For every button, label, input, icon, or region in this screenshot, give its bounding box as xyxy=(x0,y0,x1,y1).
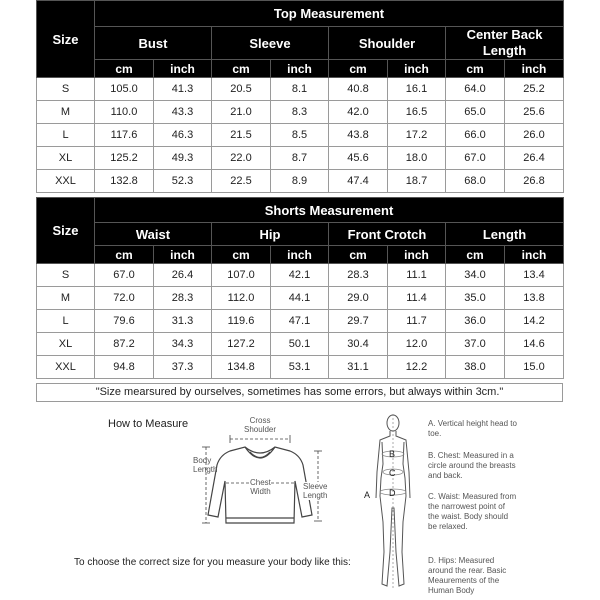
size-cell: XL xyxy=(37,147,95,170)
value-cell: 110.0 xyxy=(95,101,154,124)
measurement-disclaimer: "Size mearsured by ourselves, sometimes has some errors, but always within 3cm." xyxy=(36,383,563,402)
value-cell: 50.1 xyxy=(271,333,329,356)
value-cell: 49.3 xyxy=(154,147,212,170)
table-row xyxy=(37,78,564,101)
size-cell: XL xyxy=(37,333,95,356)
value-cell: 87.2 xyxy=(95,333,154,356)
marker-c: C xyxy=(389,468,396,478)
unit-header: inch xyxy=(271,246,329,264)
chest-width-label: Chest Width xyxy=(250,478,271,496)
value-cell: 8.5 xyxy=(271,124,329,147)
unit-header: inch xyxy=(154,246,212,264)
unit-header: cm xyxy=(212,246,271,264)
value-cell: 34.3 xyxy=(154,333,212,356)
size-cell: M xyxy=(37,287,95,310)
value-cell: 11.1 xyxy=(388,264,446,287)
value-cell: 26.0 xyxy=(505,124,564,147)
table-row xyxy=(37,264,564,287)
value-cell: 112.0 xyxy=(212,287,271,310)
value-cell: 25.6 xyxy=(505,101,564,124)
unit-header: cm xyxy=(212,60,271,78)
value-cell: 134.8 xyxy=(212,356,271,379)
size-cell: XXL xyxy=(37,170,95,193)
size-cell: L xyxy=(37,310,95,333)
value-cell: 8.3 xyxy=(271,101,329,124)
value-cell: 35.0 xyxy=(446,287,505,310)
unit-header: inch xyxy=(505,60,564,78)
size-cell: M xyxy=(37,101,95,124)
unit-header: inch xyxy=(388,60,446,78)
value-cell: 26.8 xyxy=(505,170,564,193)
value-cell: 36.0 xyxy=(446,310,505,333)
value-cell: 43.8 xyxy=(329,124,388,147)
value-cell: 66.0 xyxy=(446,124,505,147)
note-d: D. Hips: Measured around the rear. Basic Meaurements of the Human Body xyxy=(428,556,507,595)
size-header: Size xyxy=(37,198,95,264)
size-cell: XXL xyxy=(37,356,95,379)
unit-header: cm xyxy=(329,246,388,264)
value-cell: 37.0 xyxy=(446,333,505,356)
value-cell: 12.0 xyxy=(388,333,446,356)
value-cell: 40.8 xyxy=(329,78,388,101)
unit-header: cm xyxy=(329,60,388,78)
value-cell: 11.7 xyxy=(388,310,446,333)
value-cell: 12.2 xyxy=(388,356,446,379)
table-row xyxy=(37,147,564,170)
value-cell: 42.1 xyxy=(271,264,329,287)
table-row xyxy=(37,170,564,193)
size-cell: S xyxy=(37,78,95,101)
table-row xyxy=(37,101,564,124)
value-cell: 20.5 xyxy=(212,78,271,101)
marker-d: D xyxy=(389,488,396,498)
value-cell: 14.6 xyxy=(505,333,564,356)
value-cell: 67.0 xyxy=(446,147,505,170)
value-cell: 52.3 xyxy=(154,170,212,193)
body-figure xyxy=(368,412,418,594)
value-cell: 42.0 xyxy=(329,101,388,124)
table-row xyxy=(37,287,564,310)
value-cell: 43.3 xyxy=(154,101,212,124)
value-cell: 47.4 xyxy=(329,170,388,193)
marker-b: B xyxy=(389,449,396,459)
note-a: A. Vertical height head to toe. xyxy=(428,419,517,438)
value-cell: 29.0 xyxy=(329,287,388,310)
table-row xyxy=(37,310,564,333)
value-cell: 8.7 xyxy=(271,147,329,170)
value-cell: 14.2 xyxy=(505,310,564,333)
size-cell: L xyxy=(37,124,95,147)
note-c: C. Waist: Measured from the narrowest point of the waist. Body should be relaxed. xyxy=(428,492,517,531)
value-cell: 13.8 xyxy=(505,287,564,310)
value-cell: 17.2 xyxy=(388,124,446,147)
value-cell: 26.4 xyxy=(154,264,212,287)
value-cell: 125.2 xyxy=(95,147,154,170)
value-cell: 16.5 xyxy=(388,101,446,124)
value-cell: 13.4 xyxy=(505,264,564,287)
choose-size-instruction: To choose the correct size for you measure your body like this: xyxy=(74,557,351,568)
value-cell: 8.1 xyxy=(271,78,329,101)
value-cell: 29.7 xyxy=(329,310,388,333)
value-cell: 94.8 xyxy=(95,356,154,379)
marker-a: A xyxy=(364,490,371,500)
top-measurement-table xyxy=(36,0,564,193)
value-cell: 21.0 xyxy=(212,101,271,124)
column-group-header: Bust xyxy=(95,27,212,60)
value-cell: 67.0 xyxy=(95,264,154,287)
value-cell: 38.0 xyxy=(446,356,505,379)
value-cell: 45.6 xyxy=(329,147,388,170)
column-group-header: Front Crotch xyxy=(329,223,446,246)
value-cell: 11.4 xyxy=(388,287,446,310)
unit-header: cm xyxy=(95,246,154,264)
note-b: B. Chest: Measured in a circle around the breasts and back. xyxy=(428,451,516,480)
value-cell: 72.0 xyxy=(95,287,154,310)
unit-header: inch xyxy=(154,60,212,78)
size-header: Size xyxy=(37,1,95,78)
value-cell: 30.4 xyxy=(329,333,388,356)
unit-header: inch xyxy=(271,60,329,78)
column-group-header: Length xyxy=(446,223,564,246)
unit-header: cm xyxy=(446,246,505,264)
value-cell: 31.3 xyxy=(154,310,212,333)
column-group-header: Shoulder xyxy=(329,27,446,60)
value-cell: 127.2 xyxy=(212,333,271,356)
table-row xyxy=(37,333,564,356)
value-cell: 53.1 xyxy=(271,356,329,379)
value-cell: 28.3 xyxy=(329,264,388,287)
value-cell: 18.0 xyxy=(388,147,446,170)
table-row xyxy=(37,356,564,379)
table-row xyxy=(37,124,564,147)
value-cell: 21.5 xyxy=(212,124,271,147)
sleeve-length-label: Sleeve Length xyxy=(303,482,328,500)
column-group-header: Waist xyxy=(95,223,212,246)
unit-header: inch xyxy=(505,246,564,264)
value-cell: 18.7 xyxy=(388,170,446,193)
value-cell: 117.6 xyxy=(95,124,154,147)
value-cell: 65.0 xyxy=(446,101,505,124)
table-title: Top Measurement xyxy=(95,1,564,27)
size-cell: S xyxy=(37,264,95,287)
column-group-header: Sleeve xyxy=(212,27,329,60)
table-title: Shorts Measurement xyxy=(95,198,564,223)
value-cell: 8.9 xyxy=(271,170,329,193)
value-cell: 105.0 xyxy=(95,78,154,101)
column-group-header: Hip xyxy=(212,223,329,246)
value-cell: 68.0 xyxy=(446,170,505,193)
value-cell: 44.1 xyxy=(271,287,329,310)
value-cell: 119.6 xyxy=(212,310,271,333)
value-cell: 31.1 xyxy=(329,356,388,379)
value-cell: 132.8 xyxy=(95,170,154,193)
value-cell: 25.2 xyxy=(505,78,564,101)
unit-header: inch xyxy=(388,246,446,264)
value-cell: 28.3 xyxy=(154,287,212,310)
value-cell: 22.5 xyxy=(212,170,271,193)
column-group-header: Center Back Length xyxy=(446,27,564,60)
value-cell: 37.3 xyxy=(154,356,212,379)
body-length-label: Body Length xyxy=(193,456,218,474)
value-cell: 64.0 xyxy=(446,78,505,101)
value-cell: 41.3 xyxy=(154,78,212,101)
value-cell: 26.4 xyxy=(505,147,564,170)
value-cell: 107.0 xyxy=(212,264,271,287)
shorts-measurement-table xyxy=(36,197,564,379)
value-cell: 22.0 xyxy=(212,147,271,170)
value-cell: 16.1 xyxy=(388,78,446,101)
unit-header: cm xyxy=(446,60,505,78)
unit-header: cm xyxy=(95,60,154,78)
value-cell: 46.3 xyxy=(154,124,212,147)
value-cell: 34.0 xyxy=(446,264,505,287)
value-cell: 47.1 xyxy=(271,310,329,333)
value-cell: 79.6 xyxy=(95,310,154,333)
value-cell: 15.0 xyxy=(505,356,564,379)
cross-shoulder-label: Cross Shoulder xyxy=(244,416,277,434)
how-to-measure-title: How to Measure xyxy=(108,418,189,430)
